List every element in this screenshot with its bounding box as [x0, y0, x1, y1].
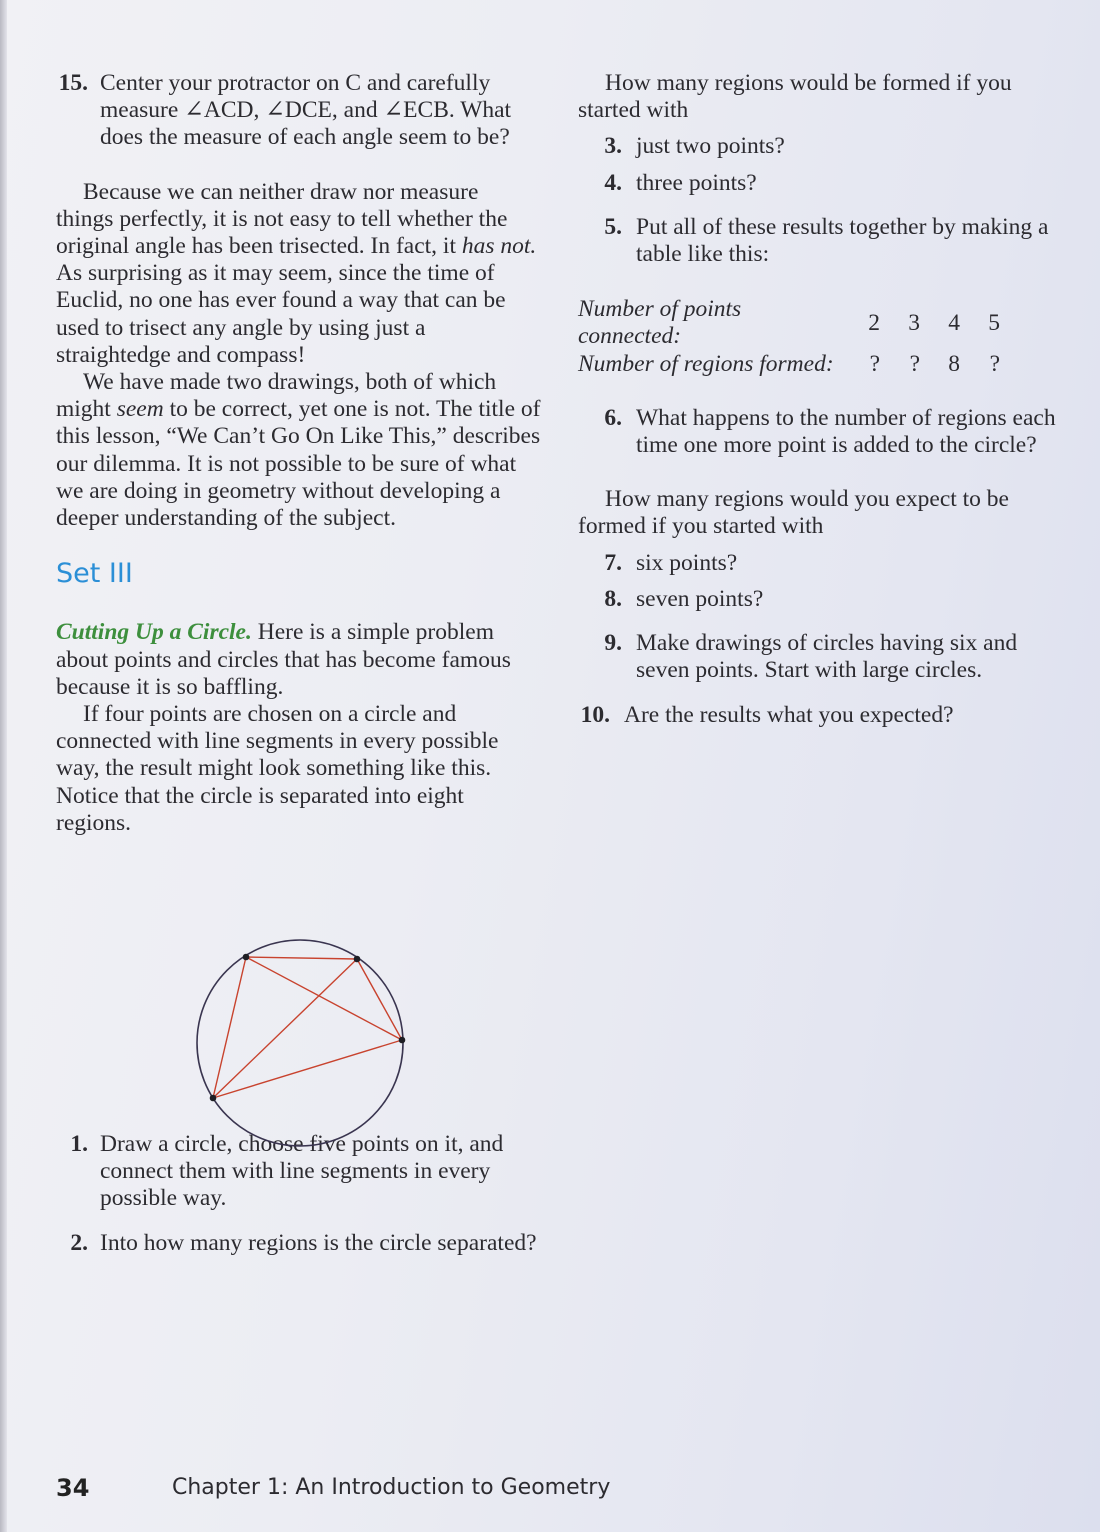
paragraph-dilemma: We have made two drawings, both of which might seem to be correct, yet one is not. The title of this lesson, “We Can’t Go On Like This,” describes our dilemma. It is not possible to be sure of what we are doing in geometry without developing a deeper understanding of the subject. — [56, 369, 541, 532]
row-label: Number of points connected: — [578, 296, 742, 350]
point — [354, 956, 361, 963]
chapter-title: Chapter 1: An Introduction to Geometry — [172, 1475, 611, 1500]
exercise-6 — [590, 405, 1068, 459]
exercise-number: 3. — [604, 133, 622, 160]
exercise-8 — [590, 586, 1068, 613]
exercise-text: What happens to the number of regions each time one more point is added to the circle? — [636, 404, 1056, 459]
exercise-5 — [590, 214, 1068, 268]
points — [210, 954, 406, 1102]
table-cell: ? — [909, 350, 920, 377]
exercise-text: three points? — [636, 169, 757, 196]
table-cell: 2 — [868, 309, 880, 336]
page-edge — [0, 0, 7, 1532]
exercise-text: Are the results what you expected? — [624, 702, 954, 729]
table-row — [578, 351, 1000, 378]
problem-title: Cutting Up a Circle. — [56, 619, 252, 646]
paragraph-four-points: If four points are chosen on a circle and connected with line segments in every possible way, the result might look something like this. Notice that the circle is separated into eight regions. — [56, 701, 499, 836]
regions-table — [578, 296, 1000, 378]
exercise-text: six points? — [636, 549, 738, 576]
exercise-number: 10. — [580, 702, 610, 729]
exercise-text: Put all of these results together by making a table like this: — [636, 213, 1049, 268]
point — [243, 954, 250, 961]
exercise-text: seven points? — [636, 585, 764, 612]
exercise-text: just two points? — [636, 133, 785, 160]
exercise-text: Into how many regions is the circle separated? — [100, 1229, 537, 1256]
exercise-number: 7. — [604, 549, 622, 576]
exercise-number: 9. — [604, 630, 622, 657]
exercise-10 — [578, 702, 1068, 729]
intro-started-with: How many regions would be formed if you started with — [578, 70, 1012, 124]
chords — [213, 957, 402, 1098]
exercise-text: Center your protractor on C and carefully measure ∠ACD, ∠DCE, and ∠ECB. What does the measure of each angle seem to be? — [100, 70, 512, 151]
exercise-number: 5. — [604, 213, 622, 240]
exercise-7 — [590, 550, 1068, 577]
chord — [213, 959, 357, 1098]
paragraph-cutting: Cutting Up a Circle. Here is a simple problem about points and circles that has become famous because it is so baffling. — [56, 619, 511, 700]
exercise-number: 1. — [70, 1131, 88, 1158]
exercise-3 — [590, 133, 1068, 160]
exercise-number: 4. — [604, 169, 622, 196]
circle-diagram — [190, 935, 415, 1155]
point — [210, 1095, 217, 1102]
table-row — [578, 296, 1000, 350]
circle-outline — [197, 940, 403, 1146]
point — [399, 1037, 406, 1044]
table-cell: ? — [989, 350, 1000, 377]
intro-expect: How many regions would you expect to be formed if you started with — [578, 486, 1009, 540]
exercise-number: 15. — [58, 70, 88, 96]
table-cell: 8 — [948, 350, 960, 377]
exercise-15 — [56, 70, 541, 152]
table-cell: 3 — [908, 309, 920, 336]
table-cell: 4 — [948, 309, 960, 336]
exercise-2 — [56, 1230, 541, 1257]
page-number: 34 — [56, 1474, 90, 1502]
page-footer — [56, 1474, 856, 1508]
chord — [213, 957, 246, 1098]
paragraph-trisection: Because we can neither draw nor measure things perfectly, it is not easy to tell whether the original angle has been trisected. In fact, it has not. As surprising as it may seem, since the time of Euclid, no one has ever found a way that can be used to trisect any angle by using just a straightedge and compass! — [56, 178, 537, 368]
exercise-number: 8. — [604, 585, 622, 612]
table-cell: ? — [869, 350, 880, 377]
row-label: Number of regions formed: — [578, 350, 834, 377]
exercise-4 — [590, 170, 1068, 197]
exercise-number: 6. — [604, 404, 622, 431]
chord — [213, 1040, 402, 1098]
exercise-number: 2. — [70, 1229, 88, 1256]
table-cell: 5 — [988, 309, 1000, 336]
exercise-text: Make drawings of circles having six and seven points. Start with large circles. — [636, 630, 1018, 684]
exercise-9 — [590, 630, 1068, 684]
chord — [246, 957, 357, 959]
exercise-text: Draw a circle, choose five points on it, and connect them with line segments in every possible way. — [100, 1131, 504, 1212]
set-heading: Set III — [56, 558, 133, 590]
right-column — [578, 70, 1068, 730]
